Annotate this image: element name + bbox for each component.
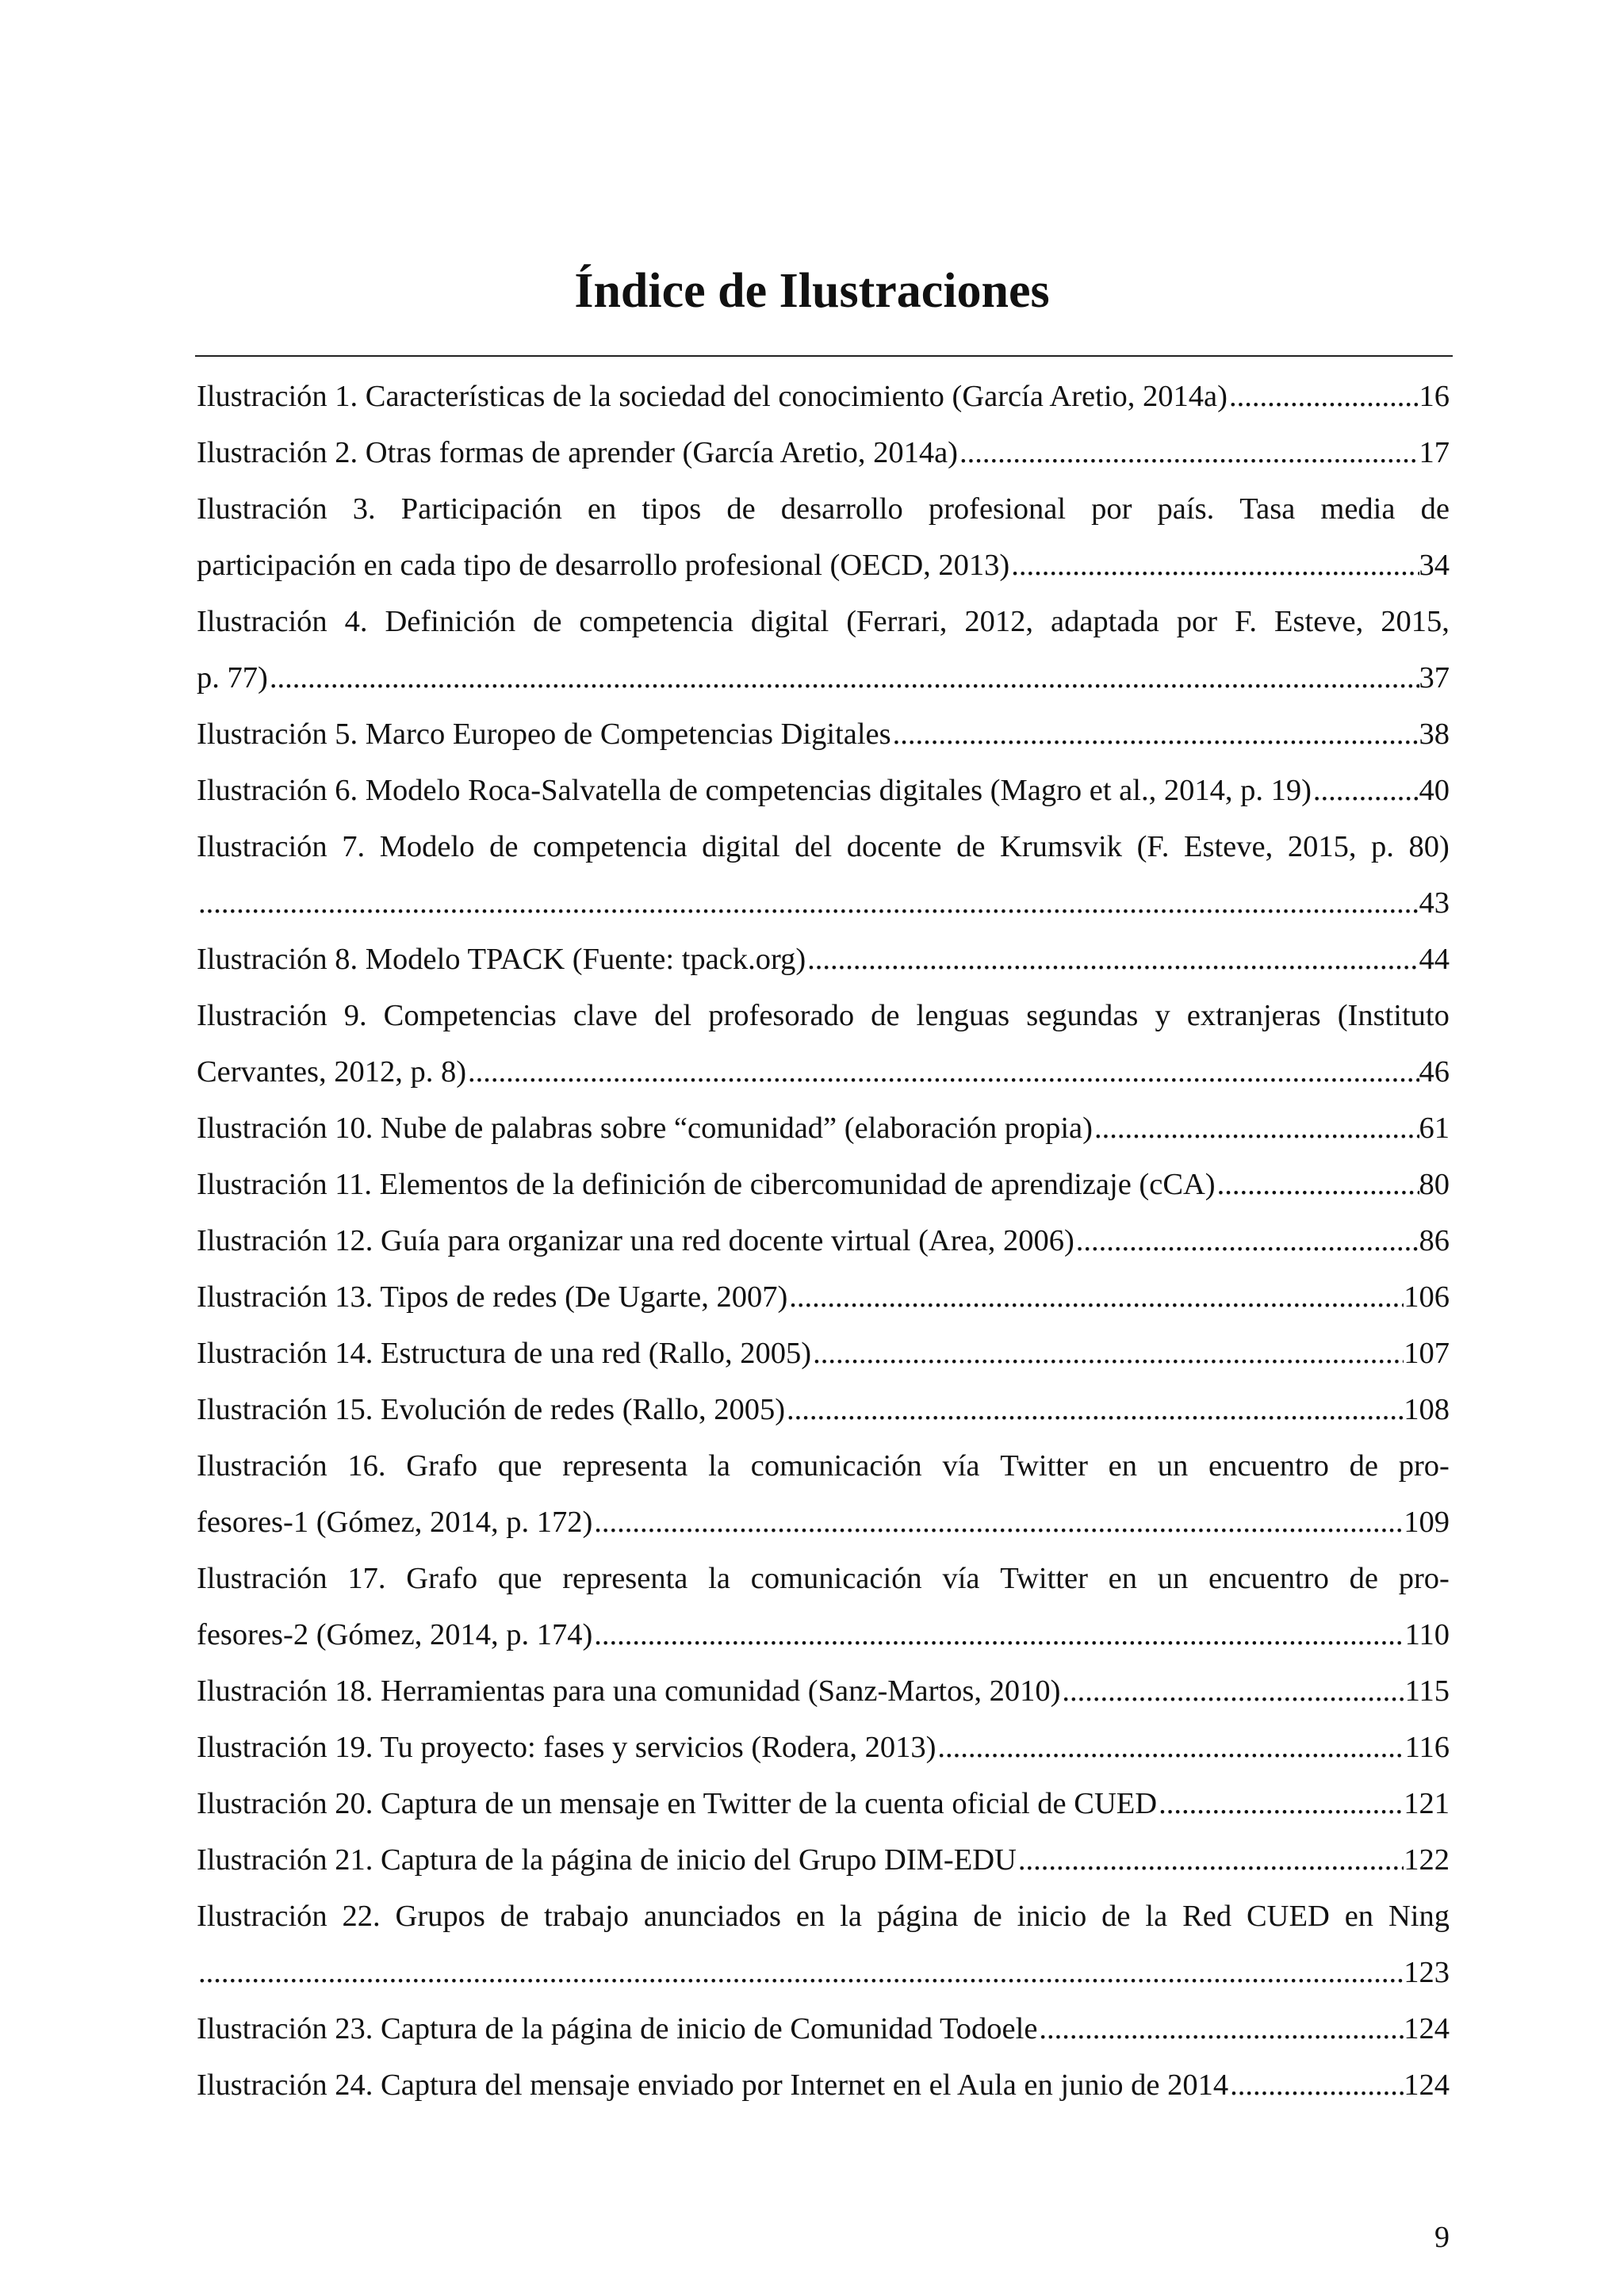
toc-entry[interactable]	[197, 1157, 1450, 1213]
dot-leader	[268, 650, 1419, 706]
toc-entry-page: 86	[1419, 1224, 1450, 1257]
dot-leader	[1017, 1832, 1404, 1888]
toc-entry-text: Ilustración 8. Modelo TPACK (Fuente: tpack.org)	[197, 943, 806, 976]
toc-entry[interactable]	[197, 819, 1450, 932]
toc-entry-line	[197, 875, 1450, 932]
toc-entry-page: 116	[1404, 1731, 1450, 1764]
toc-entry-line	[197, 706, 1450, 763]
toc-entry[interactable]	[197, 763, 1450, 819]
toc-entry-line	[197, 1044, 1450, 1100]
toc-entry[interactable]	[197, 2057, 1450, 2114]
toc-entry[interactable]	[197, 1269, 1450, 1326]
dot-leader	[785, 1382, 1404, 1438]
toc-entry[interactable]	[197, 1213, 1450, 1269]
toc-entry-line	[197, 1382, 1450, 1438]
toc-entry[interactable]	[197, 1100, 1450, 1157]
toc-entry-text: Ilustración 19. Tu proyecto: fases y servicios (Rodera, 2013)	[197, 1731, 936, 1764]
toc-entry-text: Ilustración 1. Características de la sociedad del conocimiento (García Aretio, 2014a)	[197, 380, 1228, 413]
dot-leader	[466, 1044, 1419, 1100]
toc-entry-page: 17	[1419, 436, 1450, 469]
toc-entry[interactable]	[197, 1663, 1450, 1720]
dot-leader	[936, 1720, 1404, 1776]
toc-entry-text: participación en cada tipo de desarrollo profesional (OECD, 2013)	[197, 549, 1010, 582]
toc-entry[interactable]	[197, 932, 1450, 988]
toc-entry-text: Ilustración 22. Grupos de trabajo anunciados en la página de inicio de la Red CUED en Ning	[197, 1900, 1450, 1933]
dot-leader	[1060, 1663, 1404, 1720]
toc-entry[interactable]	[197, 706, 1450, 763]
toc-entry-line	[197, 369, 1450, 425]
dot-leader	[1312, 763, 1419, 819]
toc-entry-line	[197, 425, 1450, 481]
toc-entry-text: fesores-1 (Gómez, 2014, p. 172)	[197, 1506, 593, 1539]
toc-entry-line	[197, 650, 1450, 706]
toc-entry[interactable]	[197, 1382, 1450, 1438]
page-number: 9	[1434, 2221, 1450, 2254]
toc-entry-line	[197, 538, 1450, 594]
toc-entry[interactable]	[197, 425, 1450, 481]
toc-entry-line	[197, 763, 1450, 819]
toc-entry-line	[197, 1100, 1450, 1157]
toc-entry-page: 16	[1419, 380, 1450, 413]
dot-leader	[592, 1494, 1404, 1551]
toc-entry-page: 43	[1419, 886, 1450, 920]
toc-entry-page: 109	[1404, 1506, 1450, 1539]
toc-entry-line	[197, 1157, 1450, 1213]
toc-entry-line	[197, 1607, 1450, 1663]
dot-leader	[197, 1945, 1404, 2001]
toc-entry-page: 124	[1404, 2068, 1450, 2102]
toc-entry-page: 38	[1419, 718, 1450, 751]
toc-entry[interactable]	[197, 369, 1450, 425]
toc-entry-page: 106	[1404, 1280, 1450, 1314]
toc-entry-line	[197, 1663, 1450, 1720]
toc-entry-page: 115	[1404, 1674, 1450, 1708]
toc-entry-line	[197, 1494, 1450, 1551]
toc-entry-text: Ilustración 17. Grafo que representa la comunicación vía Twitter en un encuentro de pro-	[197, 1562, 1450, 1595]
toc-entry[interactable]	[197, 1438, 1450, 1551]
toc-entry-text: Ilustración 5. Marco Europeo de Competencias Digitales	[197, 718, 891, 751]
toc-entry-text: Ilustración 11. Elementos de la definición de cibercomunidad de aprendizaje (cCA)	[197, 1168, 1216, 1201]
toc-entry-page: 124	[1404, 2012, 1450, 2045]
toc-entry-page: 37	[1419, 661, 1450, 695]
toc-entry-text: Ilustración 14. Estructura de una red (Rallo, 2005)	[197, 1337, 812, 1370]
dot-leader	[1009, 538, 1419, 594]
dot-leader	[1216, 1157, 1419, 1213]
dot-leader	[1037, 2001, 1404, 2057]
toc-entry-text: fesores-2 (Gómez, 2014, p. 174)	[197, 1618, 593, 1651]
toc-entry[interactable]	[197, 1326, 1450, 1382]
toc-entry[interactable]	[197, 1720, 1450, 1776]
toc-entry-text: Ilustración 15. Evolución de redes (Rallo, 2005)	[197, 1393, 786, 1426]
toc-entry-line	[197, 1269, 1450, 1326]
toc-entry-page: 34	[1419, 549, 1450, 582]
toc-entry[interactable]	[197, 1551, 1450, 1663]
toc-entry-line	[197, 2057, 1450, 2114]
toc-entry[interactable]	[197, 481, 1450, 594]
toc-entry-line	[197, 2001, 1450, 2057]
toc-entry-page: 108	[1404, 1393, 1450, 1426]
dot-leader	[1228, 369, 1419, 425]
toc-entry[interactable]	[197, 988, 1450, 1100]
toc-entry-page: 80	[1419, 1168, 1450, 1201]
toc-entry[interactable]	[197, 594, 1450, 706]
title-divider	[195, 355, 1453, 357]
toc-entry-line	[197, 819, 1450, 875]
dot-leader	[1093, 1100, 1419, 1157]
toc-entry-text: Ilustración 4. Definición de competencia digital (Ferrari, 2012, adaptada por F. Esteve, 2015,	[197, 605, 1450, 638]
toc-entry-page: 44	[1419, 943, 1450, 976]
toc-entry[interactable]	[197, 1888, 1450, 2001]
toc-entry-text: Ilustración 12. Guía para organizar una red docente virtual (Area, 2006)	[197, 1224, 1074, 1257]
toc-entry-text: Ilustración 10. Nube de palabras sobre “comunidad” (elaboración propia)	[197, 1112, 1093, 1145]
dot-leader	[592, 1607, 1404, 1663]
dot-leader	[1074, 1213, 1419, 1269]
toc-entry-text: Ilustración 3. Participación en tipos de desarrollo profesional por país. Tasa media de	[197, 492, 1450, 526]
page-title: Índice de Ilustraciones	[574, 264, 1050, 318]
toc-entry-line	[197, 1326, 1450, 1382]
toc-entry-page: 40	[1419, 774, 1450, 807]
toc-entry-text: Ilustración 24. Captura del mensaje enviado por Internet en el Aula en junio de 2014	[197, 2068, 1229, 2102]
toc-entry-page: 107	[1404, 1337, 1450, 1370]
toc-entry-line	[197, 1945, 1450, 2001]
toc-entry-line	[197, 1888, 1450, 1945]
toc-entry-text: Ilustración 20. Captura de un mensaje en Twitter de la cuenta oficial de CUED	[197, 1787, 1158, 1820]
toc-entry-line	[197, 1551, 1450, 1607]
toc-entry[interactable]	[197, 1832, 1450, 1888]
toc-entry-text: Ilustración 2. Otras formas de aprender (García Aretio, 2014a)	[197, 436, 958, 469]
toc-entry[interactable]	[197, 1776, 1450, 1832]
toc-entry-page: 110	[1404, 1618, 1450, 1651]
toc-entry-page: 123	[1404, 1956, 1450, 1989]
toc-entry-line	[197, 1776, 1450, 1832]
toc-entry-text: Ilustración 21. Captura de la página de inicio del Grupo DIM-EDU	[197, 1843, 1017, 1877]
dot-leader	[958, 425, 1419, 481]
toc-entry-text: Ilustración 6. Modelo Roca-Salvatella de competencias digitales (Magro et al., 2014, p. 19)	[197, 774, 1312, 807]
toc-entry-text: Ilustración 13. Tipos de redes (De Ugarte, 2007)	[197, 1280, 788, 1314]
dot-leader	[806, 932, 1419, 988]
dot-leader	[197, 875, 1419, 932]
toc-entry-line	[197, 932, 1450, 988]
illustrations-index	[197, 369, 1450, 2114]
toc-entry[interactable]	[197, 2001, 1450, 2057]
toc-entry-line	[197, 1438, 1450, 1494]
dot-leader	[891, 706, 1419, 763]
dot-leader	[1157, 1776, 1404, 1832]
toc-entry-text: p. 77)	[197, 661, 268, 695]
toc-entry-text: Ilustración 18. Herramientas para una comunidad (Sanz-Martos, 2010)	[197, 1674, 1061, 1708]
toc-entry-line	[197, 1832, 1450, 1888]
toc-entry-page: 121	[1404, 1787, 1450, 1820]
toc-entry-line	[197, 1213, 1450, 1269]
toc-entry-page: 61	[1419, 1112, 1450, 1145]
toc-entry-page: 46	[1419, 1055, 1450, 1089]
dot-leader	[787, 1269, 1404, 1326]
dot-leader	[811, 1326, 1404, 1382]
toc-entry-page: 122	[1404, 1843, 1450, 1877]
toc-entry-text: Ilustración 16. Grafo que representa la comunicación vía Twitter en un encuentro de pro-	[197, 1449, 1450, 1483]
toc-entry-text: Cervantes, 2012, p. 8)	[197, 1055, 467, 1089]
toc-entry-text: Ilustración 7. Modelo de competencia digital del docente de Krumsvik (F. Esteve, 2015, p. 80)	[197, 830, 1450, 863]
toc-entry-line	[197, 481, 1450, 538]
toc-entry-text: Ilustración 9. Competencias clave del profesorado de lenguas segundas y extranjeras (Instituto	[197, 999, 1450, 1032]
toc-entry-text: Ilustración 23. Captura de la página de inicio de Comunidad Todoele	[197, 2012, 1038, 2045]
dot-leader	[1228, 2057, 1404, 2114]
toc-entry-line	[197, 988, 1450, 1044]
toc-entry-line	[197, 594, 1450, 650]
toc-entry-line	[197, 1720, 1450, 1776]
